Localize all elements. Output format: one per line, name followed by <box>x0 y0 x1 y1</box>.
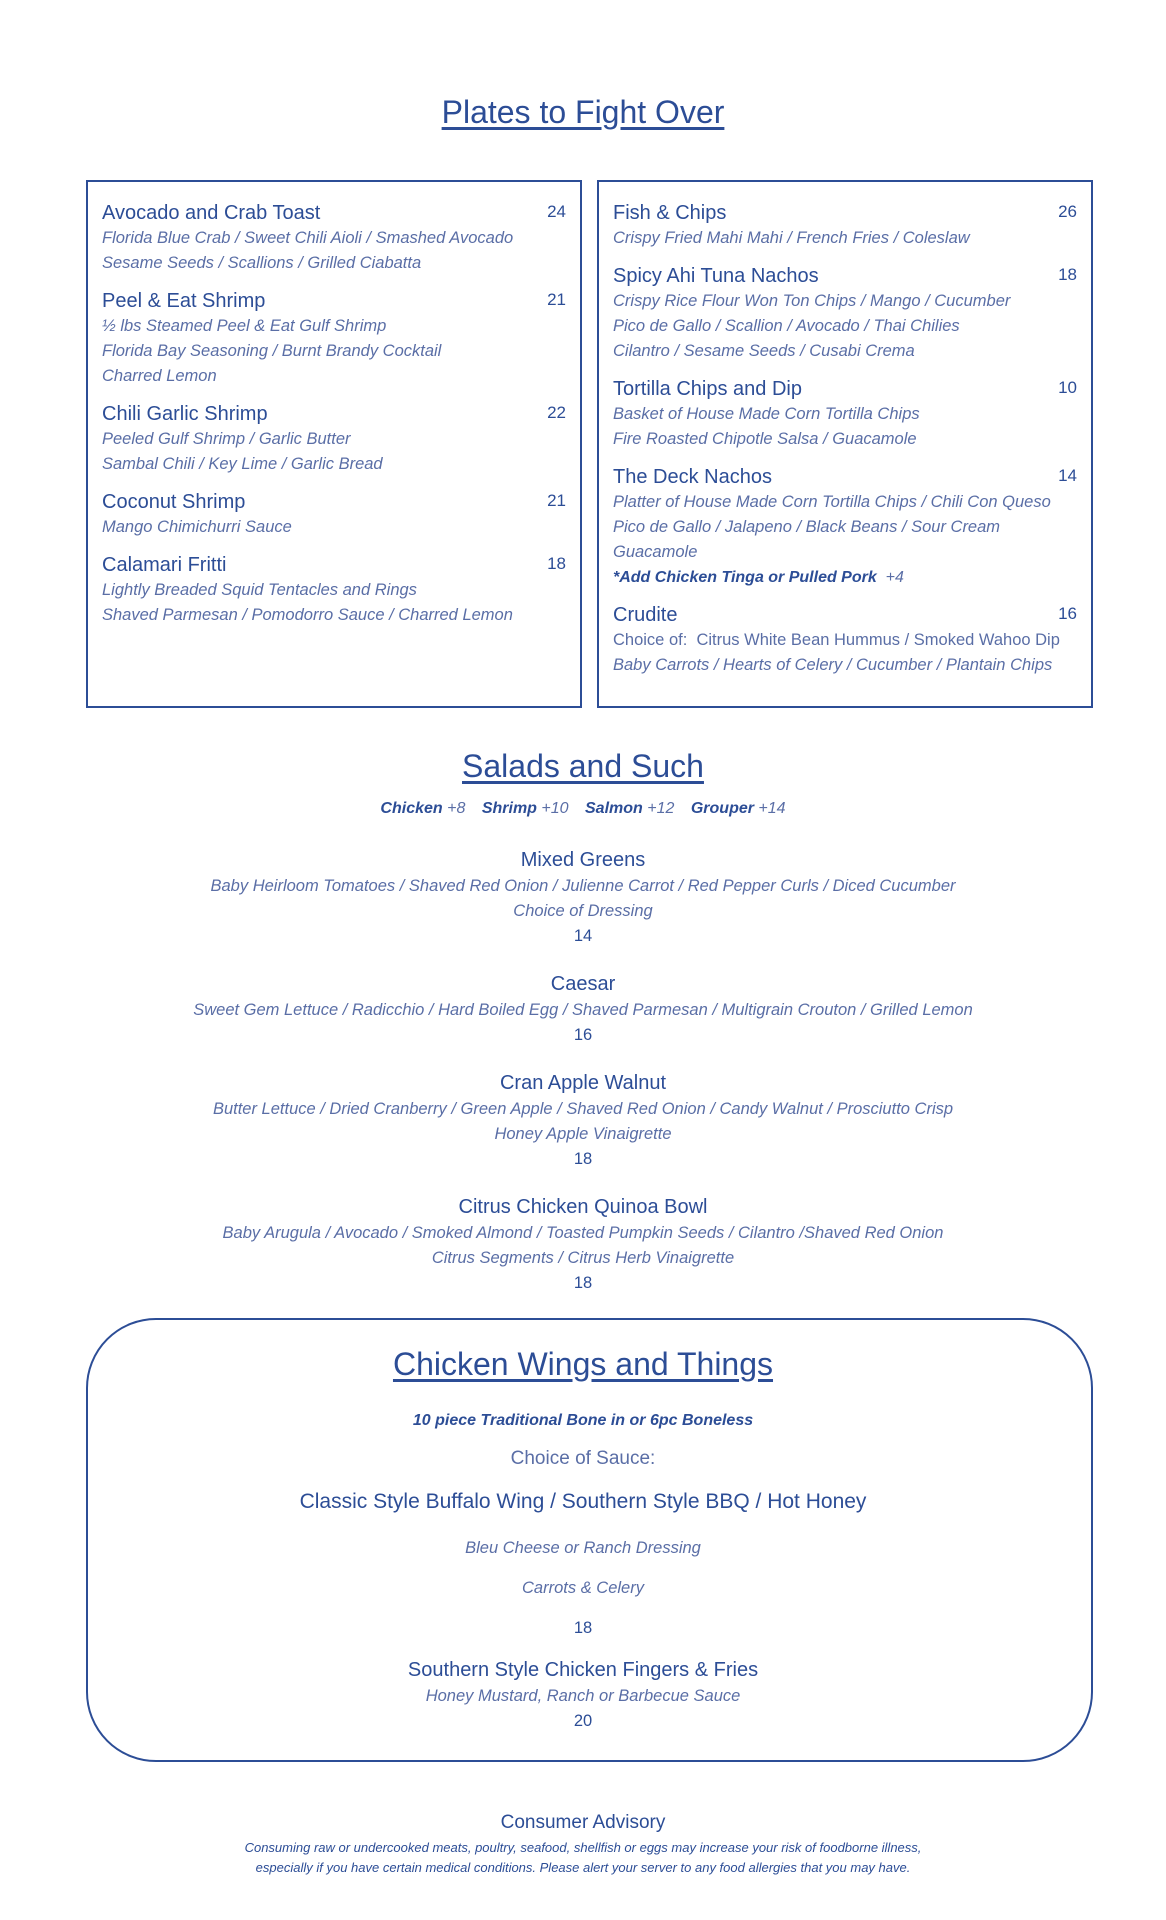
menu-item <box>102 200 566 276</box>
salad-item <box>0 970 1166 1048</box>
protein-addon <box>691 800 786 817</box>
salad-name: Citrus Chicken Quinoa Bowl <box>458 1196 708 1218</box>
menu-item <box>102 552 566 628</box>
item-name: Fish & Chips <box>613 202 727 224</box>
advisory-line: Consuming raw or undercooked meats, poultry, seafood, shellfish or eggs may increase your risk of foodborne illness, <box>244 1840 922 1855</box>
salad-price: 18 <box>573 1150 593 1168</box>
item-desc: Charred Lemon <box>102 367 217 385</box>
item-desc: Cilantro / Sesame Seeds / Cusabi Crema <box>613 342 915 360</box>
plates-title: Plates to Fight Over <box>441 94 725 130</box>
item-price: 18 <box>1058 265 1077 284</box>
item-price: 18 <box>547 554 566 573</box>
salad-desc: Citrus Segments / Citrus Herb Vinaigrette <box>431 1249 735 1267</box>
item-price: 22 <box>547 403 566 422</box>
addon-price: +4 <box>885 569 904 586</box>
salad-price: 18 <box>573 1274 593 1292</box>
item-name: The Deck Nachos <box>613 466 772 488</box>
protein-price: +10 <box>541 800 569 817</box>
menu-item <box>613 263 1077 364</box>
fingers-item <box>0 1656 1166 1734</box>
item-desc: Shaved Parmesan / Pomodorro Sauce / Charred Lemon <box>102 606 513 624</box>
salad-price: 14 <box>573 927 593 945</box>
protein-price: +12 <box>647 800 675 817</box>
item-desc: Baby Carrots / Hearts of Celery / Cucumber / Plantain Chips <box>613 656 1053 674</box>
fingers-desc: Honey Mustard, Ranch or Barbecue Sauce <box>425 1687 741 1705</box>
item-price: 21 <box>547 290 566 309</box>
protein-name: Chicken <box>380 800 443 817</box>
item-desc: Crispy Fried Mahi Mahi / French Fries / Coleslaw <box>613 229 970 247</box>
item-name: Tortilla Chips and Dip <box>613 378 802 400</box>
advisory-line: especially if you have certain medical conditions. Please alert your server to any food allergies that you may have. <box>255 1860 911 1875</box>
item-desc: ½ lbs Steamed Peel & Eat Gulf Shrimp <box>102 317 387 335</box>
protein-price: +8 <box>447 800 466 817</box>
salad-name: Caesar <box>550 973 616 995</box>
menu-item <box>102 288 566 389</box>
choice-prefix: Choice of: <box>613 631 688 649</box>
advisory-title: Consumer Advisory <box>500 1812 666 1833</box>
protein-name: Shrimp <box>481 800 537 817</box>
wings-title: Chicken Wings and Things <box>392 1346 774 1382</box>
menu-item <box>613 464 1077 590</box>
item-name: Chili Garlic Shrimp <box>102 403 268 425</box>
plates-left-box <box>86 180 582 708</box>
sauce-options: Classic Style Buffalo Wing / Southern Style BBQ / Hot Honey <box>299 1490 867 1513</box>
protein-addon <box>585 800 674 817</box>
choice-line: Citrus White Bean Hummus / Smoked Wahoo Dip <box>696 631 1060 649</box>
wings-price: 18 <box>573 1619 593 1637</box>
salad-item <box>0 1069 1166 1172</box>
protein-addon <box>482 800 569 817</box>
item-desc <box>613 628 1077 653</box>
menu-item <box>613 200 1077 251</box>
salad-name: Mixed Greens <box>520 849 646 871</box>
salad-desc: Sweet Gem Lettuce / Radicchio / Hard Boiled Egg / Shaved Parmesan / Multigrain Crouton / Grilled Lemon <box>193 1001 973 1019</box>
fingers-price: 20 <box>573 1712 593 1730</box>
item-name: Peel & Eat Shrimp <box>102 290 266 312</box>
item-desc: Platter of House Made Corn Tortilla Chips / Chili Con Queso <box>613 493 1051 511</box>
item-desc: Crispy Rice Flour Won Ton Chips / Mango / Cucumber <box>613 292 1011 310</box>
item-price: 14 <box>1058 466 1077 485</box>
salad-desc: Baby Arugula / Avocado / Smoked Almond / Toasted Pumpkin Seeds / Cilantro /Shaved Red Onion <box>222 1224 944 1242</box>
menu-item <box>102 489 566 540</box>
item-price: 10 <box>1058 378 1077 397</box>
menu-item <box>102 401 566 477</box>
addon-label: *Add Chicken Tinga or Pulled Pork <box>613 569 877 586</box>
item-price: 16 <box>1058 604 1077 623</box>
item-name: Crudite <box>613 604 678 626</box>
item-desc: Fire Roasted Chipotle Salsa / Guacamole <box>613 430 917 448</box>
item-desc: Mango Chimichurri Sauce <box>102 518 292 536</box>
protein-price: +14 <box>758 800 786 817</box>
item-name: Coconut Shrimp <box>102 491 246 513</box>
item-name: Avocado and Crab Toast <box>102 202 321 224</box>
item-name: Calamari Fritti <box>102 554 227 576</box>
item-desc: Guacamole <box>613 543 698 561</box>
salad-item <box>0 846 1166 949</box>
salad-price: 16 <box>573 1026 593 1044</box>
item-desc: Lightly Breaded Squid Tentacles and Rings <box>102 581 417 599</box>
salad-item <box>0 1193 1166 1296</box>
item-desc: Sesame Seeds / Scallions / Grilled Ciabatta <box>102 254 422 272</box>
menu-item <box>613 602 1077 678</box>
item-price: 26 <box>1058 202 1077 221</box>
veg-side: Carrots & Celery <box>522 1579 644 1597</box>
item-desc: Peeled Gulf Shrimp / Garlic Butter <box>102 430 351 448</box>
item-desc: Pico de Gallo / Scallion / Avocado / Thai Chilies <box>613 317 960 335</box>
item-price: 21 <box>547 491 566 510</box>
protein-addon <box>380 800 465 817</box>
item-name: Spicy Ahi Tuna Nachos <box>613 265 819 287</box>
salad-desc: Baby Heirloom Tomatoes / Shaved Red Onion / Julienne Carrot / Red Pepper Curls / Diced Cucumber <box>210 877 956 895</box>
dressing-options: Bleu Cheese or Ranch Dressing <box>465 1539 701 1557</box>
wings-subtitle: 10 piece Traditional Bone in or 6pc Boneless <box>412 1412 754 1429</box>
item-desc: Basket of House Made Corn Tortilla Chips <box>613 405 920 423</box>
sauce-choice-label: Choice of Sauce: <box>510 1448 656 1469</box>
item-desc: Sambal Chili / Key Lime / Garlic Bread <box>102 455 383 473</box>
menu-item <box>613 376 1077 452</box>
protein-addons <box>0 800 1166 818</box>
item-desc: Florida Blue Crab / Sweet Chili Aioli / Smashed Avocado <box>102 229 514 247</box>
protein-name: Grouper <box>690 800 754 817</box>
item-price: 24 <box>547 202 566 221</box>
item-desc: Florida Bay Seasoning / Burnt Brandy Cocktail <box>102 342 442 360</box>
protein-name: Salmon <box>585 800 643 817</box>
salad-desc: Honey Apple Vinaigrette <box>494 1125 672 1143</box>
item-addon <box>613 565 1077 590</box>
salad-desc: Choice of Dressing <box>513 902 653 920</box>
fingers-name: Southern Style Chicken Fingers & Fries <box>407 1659 759 1681</box>
salad-desc: Butter Lettuce / Dried Cranberry / Green Apple / Shaved Red Onion / Candy Walnut / Prosciutto Crisp <box>212 1100 954 1118</box>
plates-right-box <box>597 180 1093 708</box>
item-desc: Pico de Gallo / Jalapeno / Black Beans / Sour Cream <box>613 518 1001 536</box>
salad-name: Cran Apple Walnut <box>499 1072 666 1094</box>
salads-title: Salads and Such <box>462 748 704 784</box>
